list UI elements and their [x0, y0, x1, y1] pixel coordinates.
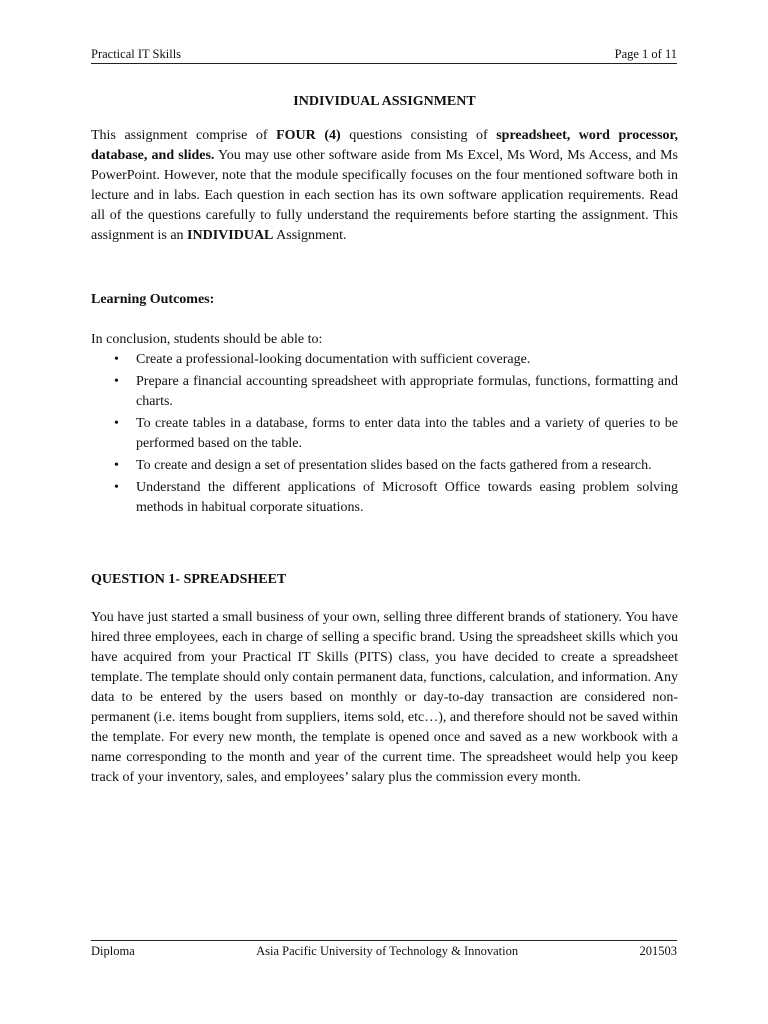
list-item — [114, 350, 678, 370]
header-page-number: Page 1 of 11 — [614, 47, 677, 61]
intro-question-count: FOUR (4) — [276, 128, 341, 143]
intro-individual: INDIVIDUAL — [187, 228, 274, 243]
intro-text-3: You may use other software aside from Ms Excel, Ms Word, Ms Access, and Ms PowerPoint. However, note that the module specifically focuses on the four mentioned software both in lecture and in labs. Each question in each section has its own software application requirements. Read all of the questions carefully to fully understand the requirements before starting the assignment. This assignment is an — [91, 148, 678, 243]
footer-divider — [91, 940, 677, 941]
list-item — [114, 478, 678, 518]
outcome-text: Prepare a financial accounting spreadsheet with appropriate formulas, functions, formatting and charts. — [136, 374, 678, 409]
learning-outcomes-list — [91, 350, 678, 518]
learning-outcomes-lead: In conclusion, students should be able to: — [91, 332, 323, 347]
bullet-icon: • — [114, 352, 119, 367]
page-footer — [91, 944, 677, 959]
intro-text-2: questions consisting of — [340, 128, 497, 143]
intro-software-list: spreadsheet, word processor, database, and slides. — [91, 128, 678, 163]
bullet-icon: • — [114, 480, 119, 495]
intro-text-1: This assignment comprise of — [91, 128, 277, 143]
page-content — [91, 92, 678, 788]
list-item — [114, 372, 678, 412]
outcome-text: To create and design a set of presentation slides based on the facts gathered from a research. — [136, 458, 652, 473]
footer-programme: Diploma — [91, 944, 135, 958]
bullet-icon: • — [114, 416, 119, 431]
footer-code: 201503 — [639, 944, 677, 958]
intro-paragraph — [91, 126, 678, 246]
bullet-icon: • — [114, 458, 119, 473]
outcome-text: To create tables in a database, forms to enter data into the tables and a variety of queries to be performed based on the table. — [136, 416, 678, 451]
question-1-heading: QUESTION 1- SPREADSHEET — [91, 572, 287, 587]
footer-institution: Asia Pacific University of Technology & Innovation — [256, 944, 519, 958]
bullet-icon: • — [114, 374, 119, 389]
outcome-text: Understand the different applications of Microsoft Office towards easing problem solving methods in habitual corporate situations. — [136, 480, 678, 515]
header-module-name: Practical IT Skills — [91, 47, 182, 61]
question-1-body: You have just started a small business of your own, selling three different brands of stationery. You have hired three employees, each in charge of selling a specific brand. Using the spreadsheet skills which you have acquired from your Practical IT Skills (PITS) class, you have decided to create a spreadsheet template. The template should only contain permanent data, functions, calculation, and information. Any data to be entered by the users based on monthly or day-to-day transaction are considered non-permanent (i.e. items bought from suppliers, items sold, etc…), and therefore should not be saved within the template. For every new month, the template is opened once and saved as a new workbook with a name corresponding to the month and year of the current time. The spreadsheet would help you keep track of your inventory, sales, and employees’ salary plus the commission every month. — [91, 610, 678, 785]
outcome-text: Create a professional-looking documentation with sufficient coverage. — [136, 352, 531, 367]
list-item — [114, 414, 678, 454]
list-item — [114, 456, 678, 476]
assignment-title: INDIVIDUAL ASSIGNMENT — [293, 94, 476, 109]
learning-outcomes-heading: Learning Outcomes: — [91, 292, 215, 307]
page-header — [91, 44, 677, 62]
intro-text-4: Assignment. — [273, 228, 347, 243]
header-divider — [91, 63, 677, 64]
